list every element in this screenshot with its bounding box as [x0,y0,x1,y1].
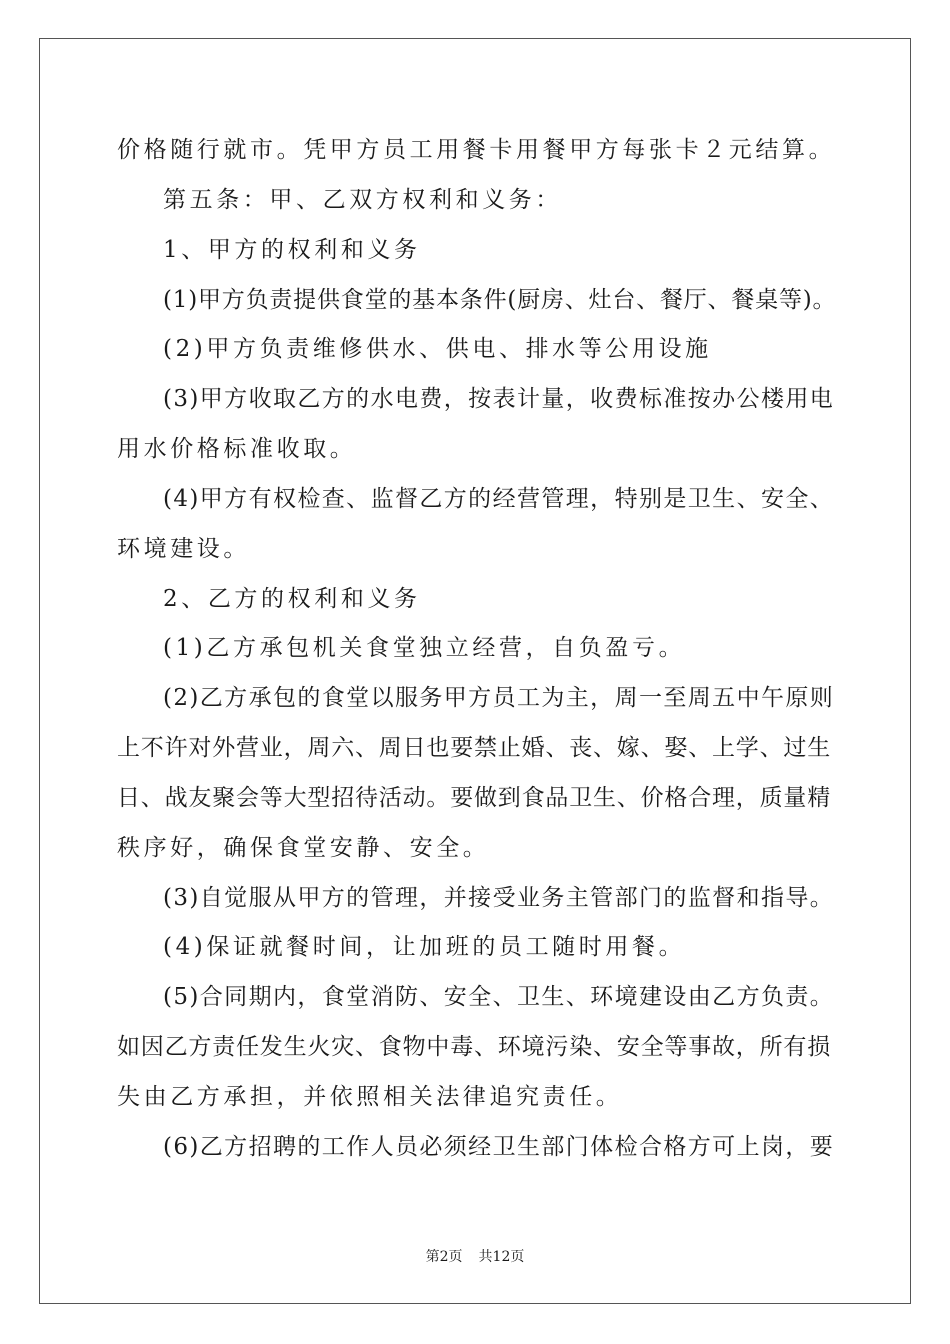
text-line: (4)保证就餐时间，让加班的员工随时用餐。 [163,934,686,960]
page-footer [0,1248,950,1266]
text-line: 价格随行就市。凭甲方员工用餐卡用餐甲方每张卡２元结算。 [117,137,836,163]
page-number: 第2页 [425,1249,463,1265]
page-border [39,38,911,1304]
text-line: 1、甲方的权利和义务 [163,237,421,263]
text-line: 如因乙方责任发生火灾、食物中毒、环境污染、安全等事故，所有损 [117,1034,831,1060]
text-line: (3)自觉服从甲方的管理，并接受业务主管部门的监督和指导。 [163,885,835,911]
text-line: (1)甲方负责提供食堂的基本条件(厨房、灶台、餐厅、餐桌等)。 [163,287,837,313]
text-line: 秩序好，确保食堂安静、安全。 [117,835,490,861]
text-line: 环境建设。 [117,536,250,562]
text-line: 用水价格标准收取。 [117,436,357,462]
text-line: 上不许对外营业，周六、周日也要禁止婚、丧、嫁、娶、上学、过生 [117,735,831,761]
text-line: (2)甲方负责维修供水、供电、排水等公用设施 [163,336,712,362]
text-line: (4)甲方有权检查、监督乙方的经营管理，特别是卫生、安全、 [163,486,835,512]
text-line: 失由乙方承担，并依照相关法律追究责任。 [117,1084,623,1110]
text-line: 日、战友聚会等大型招待活动。要做到食品卫生、价格合理，质量精 [117,785,831,811]
text-line: (5)合同期内，食堂消防、安全、卫生、环境建设由乙方负责。 [163,984,835,1010]
text-line: (1)乙方承包机关食堂独立经营，自负盈亏。 [163,635,686,661]
text-line: 第五条：甲、乙双方权利和义务： [163,187,562,213]
text-line: (6)乙方招聘的工作人员必须经卫生部门体检合格方可上岗，要 [163,1134,835,1160]
text-line: (3)甲方收取乙方的水电费，按表计量，收费标准按办公楼用电 [163,386,835,412]
text-line: (2)乙方承包的食堂以服务甲方员工为主，周一至周五中午原则 [163,685,835,711]
text-line: 2、乙方的权利和义务 [163,586,421,612]
page-total: 共12页 [478,1249,525,1265]
